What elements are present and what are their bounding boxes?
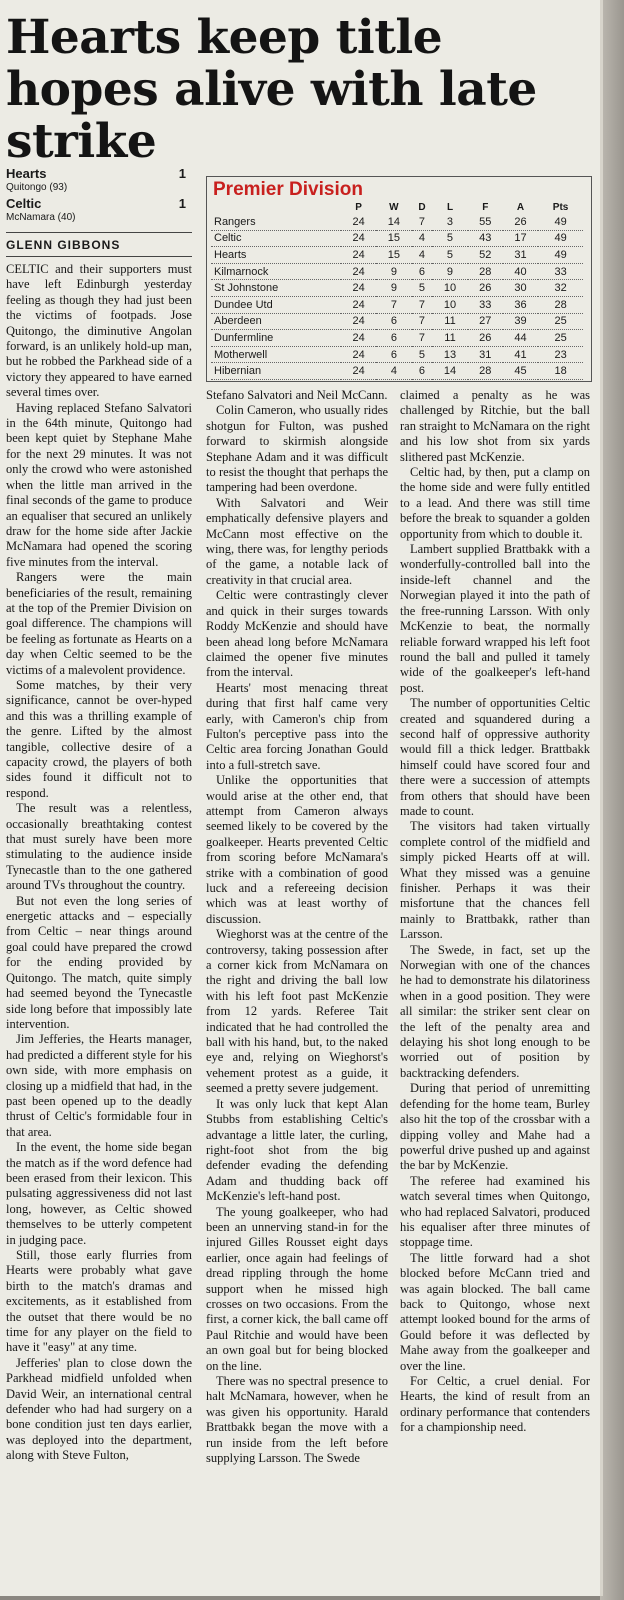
cell-w: 7: [376, 296, 411, 313]
cell-l: 13: [432, 346, 467, 363]
cell-f: 26: [468, 330, 503, 347]
league-table: [206, 176, 592, 382]
cell-p: 24: [341, 263, 376, 280]
header-f: F: [482, 202, 489, 213]
cell-a: 40: [503, 263, 538, 280]
away-team: Celtic: [6, 196, 42, 211]
cell-f: 31: [468, 346, 503, 363]
cell-f: 33: [468, 296, 503, 313]
table-row: [211, 363, 583, 380]
cell-w: 15: [376, 230, 411, 247]
article-paragraph: Rangers were the main beneficiaries of the result, remaining at the top of the Premier Division on goal difference. The champions will be feeling as fortunate as Hearts on a day when Celtic seemed to be the victims of a malevolent providence.: [6, 570, 192, 677]
article-paragraph: Still, those early flurries from Hearts were probably what gave birth to the match's dramas and excitements, as it established from the outset that there would be no time for any player on the field to have it "easy" at any time.: [6, 1248, 192, 1355]
article-paragraph: Jefferies' plan to close down the Parkhead midfield unfolded when David Weir, an international central defender who had had surgery on a bone condition just ten days earlier, was deployed into the department, along with Steve Fulton,: [6, 1355, 192, 1463]
cell-d: 5: [412, 280, 433, 297]
cell-p: 24: [341, 214, 376, 230]
article-paragraph: Unlike the opportunities that would arise at the other end, that attempt from Cameron always seemed likely to be covered by the goalkeeper. Hearts prevented Celtic from scoring before McNamara's strike with a combination of good luck and a refereeing decision which was at least worthy of discussion.: [206, 773, 388, 926]
away-goals: 1: [178, 196, 186, 211]
cell-f: 26: [468, 280, 503, 297]
cell-pts: 25: [538, 313, 583, 330]
article-paragraph: The referee had examined his watch several times when Quitongo, who had replaced Salvatori, produced his equaliser after three minutes of stoppage time.: [400, 1173, 590, 1250]
cell-f: 55: [468, 214, 503, 230]
cell-team: Rangers: [211, 214, 341, 230]
header-d: D: [418, 202, 426, 213]
article-paragraph: CELTIC and their supporters must have left Edinburgh yesterday feeling as though they had just been the victims of footpads. Jose Quitongo, the diminutive Angolan forward, is an unlikely hold-up man, but he robbed the Parkhead side of a victory they appeared to have earned several times over.: [6, 262, 192, 400]
cell-d: 6: [412, 263, 433, 280]
standings-table: [211, 201, 583, 380]
cell-f: 43: [468, 230, 503, 247]
cell-w: 9: [376, 263, 411, 280]
article-column-3: [400, 388, 590, 1436]
cell-p: 24: [341, 363, 376, 380]
table-body: [211, 214, 583, 379]
cell-l: 5: [432, 230, 467, 247]
cell-pts: 28: [538, 296, 583, 313]
article-paragraph: With Salvatori and Weir emphatically defensive players and McCann most effective on the wing, there was, for lengthy periods of the game, a notable lack of creativity in that crucial area.: [206, 495, 388, 587]
table-row: [211, 230, 583, 247]
cell-l: 3: [432, 214, 467, 230]
article-paragraph: The young goalkeeper, who had been an unnerving stand-in for the injured Gilles Rousset eight days earlier, once again had feelings of dread rippling through the home support when he missed high crosses on two occasions. From the first, a corner kick, the ball came off Paul Ritchie and would have been an own goal but for being blocked on the line.: [206, 1204, 388, 1373]
cell-team: Hearts: [211, 247, 341, 264]
cell-p: 24: [341, 230, 376, 247]
cell-l: 9: [432, 263, 467, 280]
cell-a: 30: [503, 280, 538, 297]
cell-w: 9: [376, 280, 411, 297]
article-paragraph: Colin Cameron, who usually rides shotgun for Fulton, was pushed forward to skirmish alongside Stephane Adam and it was difficult to resist the thought that perhaps the tampering had been overdone.: [206, 403, 388, 495]
cell-w: 14: [376, 214, 411, 230]
cell-pts: 49: [538, 247, 583, 264]
article-paragraph: Celtic had, by then, put a clamp on the home side and were fully entitled to a lead. And there was still time before the break to squander a golden opportunity from which to double it.: [400, 465, 590, 541]
article-paragraph: Celtic were contrastingly clever and quick in their surges towards Roddy McKenzie and should have been ahead long before McNamara claimed the opener five minutes from the interval.: [206, 588, 388, 680]
article-paragraph: Some matches, by their very significance, cannot be over-hyped and this was a thrilling example of the genre. Lifted by the almost tangible, collective desire of a capacity crowd, the players of both sides found it difficult not to respond.: [6, 677, 192, 800]
cell-team: Celtic: [211, 230, 341, 247]
table-row: [211, 263, 583, 280]
cell-l: 5: [432, 247, 467, 264]
cell-pts: 49: [538, 230, 583, 247]
cell-d: 7: [412, 296, 433, 313]
table-row: [211, 330, 583, 347]
cell-l: 14: [432, 363, 467, 380]
cell-f: 28: [468, 363, 503, 380]
cell-pts: 49: [538, 214, 583, 230]
cell-team: Hibernian: [211, 363, 341, 380]
cell-f: 28: [468, 263, 503, 280]
divider: [6, 256, 192, 257]
cell-d: 4: [412, 230, 433, 247]
article-paragraph: For Celtic, a cruel denial. For Hearts, the kind of result from an ordinary performance that contenders for a championship need.: [400, 1374, 590, 1435]
article-paragraph: It was only luck that kept Alan Stubbs from establishing Celtic's advantage a little later, the curling, right-foot shot from the big defender evading the defending Adam and thudding back off McKenzie's left-hand post.: [206, 1096, 388, 1204]
cell-d: 7: [412, 313, 433, 330]
cell-p: 24: [341, 346, 376, 363]
cell-p: 24: [341, 313, 376, 330]
header-l: L: [446, 202, 454, 213]
header-pts: Pts: [552, 202, 569, 213]
article-paragraph: The Swede, in fact, set up the Norwegian with one of the chances he had to demonstrate his dilatoriness when in a good position. They were all similar: the striker sent clear on the left of the penalty area and delaying his shot long enough to be worried out of position by backtracking defenders.: [400, 942, 590, 1080]
cell-w: 6: [376, 346, 411, 363]
cell-l: 10: [432, 280, 467, 297]
cell-a: 36: [503, 296, 538, 313]
byline: GLENN GIBBONS: [6, 238, 121, 252]
cell-w: 6: [376, 330, 411, 347]
cell-l: 11: [432, 330, 467, 347]
table-title: Premier Division: [213, 179, 363, 200]
header-a: A: [516, 202, 525, 213]
table-row: [211, 296, 583, 313]
article-paragraph: During that period of unremitting defending for the home team, Burley also hit the top of the crossbar with a dipping volley and Mahe had a powerful drive pushed up and against the bar by McKenzie.: [400, 1081, 590, 1173]
article-column-1: [6, 262, 192, 1464]
divider: [6, 232, 192, 233]
article-paragraph: Wieghorst was at the centre of the controversy, taking possession after a corner kick from McNamara on the right and driving the ball low with his left foot past McKenzie from 12 yards. Referee Tait indicated that he had controlled the ball with his hand, but, to the naked eye and, relying on Wieghorst's vehement protest as a guide, it seemed a pretty severe judgement.: [206, 927, 388, 1096]
cell-team: Dundee Utd: [211, 296, 341, 313]
cell-pts: 18: [538, 363, 583, 380]
cell-d: 4: [412, 247, 433, 264]
cell-a: 41: [503, 346, 538, 363]
cell-p: 24: [341, 296, 376, 313]
article-paragraph: But not even the long series of energetic attacks and – especially from Celtic – near things around goal could have prepared the crowd for the ending provided by Quitongo. The match, quite simply had seemed beyond the Tynecastle side long before that impossibly late intervention.: [6, 893, 192, 1031]
cell-d: 7: [412, 330, 433, 347]
cell-pts: 33: [538, 263, 583, 280]
cell-team: St Johnstone: [211, 280, 341, 297]
header-p: P: [355, 202, 362, 213]
cell-f: 27: [468, 313, 503, 330]
cell-p: 24: [341, 280, 376, 297]
article-paragraph: Lambert supplied Brattbakk with a wonderfully-controlled ball into the inside-left channel and the Norwegian played it into the path of the free-running Larsson. With only McKenzie to beat, the normally reliable forward wrapped his left foot round the ball and pulled it tamely wide of the goalkeeper's left-hand post.: [400, 542, 590, 695]
cell-a: 44: [503, 330, 538, 347]
cell-a: 45: [503, 363, 538, 380]
article-paragraph: Having replaced Stefano Salvatori in the 64th minute, Quitongo had been kept quiet by Stephane Mahe for the next 29 minutes. It was not only the crowd who were astonished when the little man arrived in the final seconds of the game to produce an equaliser that secured an unlikely draw for the home side after Jackie McNamara had opened the scoring five minutes from the interval.: [6, 400, 192, 569]
cell-pts: 23: [538, 346, 583, 363]
article-paragraph: Jim Jefferies, the Hearts manager, had predicted a different style for his own side, with more emphasis on closing up a midfield that had, in the past been opened up to the deadly thrust of Celtic's formidable four in that area.: [6, 1032, 192, 1139]
article-paragraph: In the event, the home side began the match as if the word defence had been erased from their lexicon. This pulsating aggressiveness did not last long, however, as Celtic showed themselves to be utterly competent in judging pace.: [6, 1140, 192, 1247]
header-w: W: [389, 202, 399, 213]
cell-l: 10: [432, 296, 467, 313]
home-scorer: Quitongo (93): [6, 182, 68, 193]
cell-team: Motherwell: [211, 346, 341, 363]
cell-team: Kilmarnock: [211, 263, 341, 280]
cell-d: 5: [412, 346, 433, 363]
article-paragraph: There was no spectral presence to halt McNamara, however, when he was given his opportunity. Harald Brattbakk began the move with a run inside from the left before supplying Larsson. The Swede: [206, 1374, 388, 1466]
article-paragraph: The number of opportunities Celtic created and squandered during a second half of oppressive authority would fill a thick ledger. Brattbakk himself could have scored four and there were a succession of attempts from others that should have been made to count.: [400, 696, 590, 818]
table-header-row: [211, 201, 583, 214]
page-edge: [600, 0, 624, 1600]
article-paragraph: claimed a penalty as he was challenged by Ritchie, but the ball ran straight to McNamara on the right and his low shot from six yards slithered past McKenzie.: [400, 388, 590, 464]
article-paragraph: Hearts' most menacing threat during that first half came very early, with Cameron's chip from Fulton's perceptive pass into the Celtic area forcing Jonathan Gould into a full-stretch save.: [206, 680, 388, 772]
cell-f: 52: [468, 247, 503, 264]
article-paragraph: The result was a relentless, occasionally breathtaking contest that must surely have been more stimulating to the audience inside Tynecastle than to the one gathered around TVs throughout the country.: [6, 801, 192, 893]
table-row: [211, 346, 583, 363]
cell-team: Dunfermline: [211, 330, 341, 347]
table-row: [211, 313, 583, 330]
header-team: [211, 201, 341, 214]
home-goals: 1: [178, 166, 186, 181]
cell-p: 24: [341, 247, 376, 264]
cell-a: 17: [503, 230, 538, 247]
home-team: Hearts: [6, 166, 47, 181]
cell-pts: 25: [538, 330, 583, 347]
cell-a: 26: [503, 214, 538, 230]
cell-w: 6: [376, 313, 411, 330]
cell-l: 11: [432, 313, 467, 330]
cell-team: Aberdeen: [211, 313, 341, 330]
table-row: [211, 280, 583, 297]
cell-d: 6: [412, 363, 433, 380]
cell-a: 39: [503, 313, 538, 330]
article-paragraph: The little forward had a shot blocked before McCann tried and was again blocked. The ball came back to Quitongo, whose next attempt looked bound for the arms of Gould before it was deflected by Mahe away from the goalkeeper and over the line.: [400, 1250, 590, 1373]
article-paragraph: Stefano Salvatori and Neil McCann.: [206, 388, 388, 402]
score-away: [6, 196, 186, 223]
cell-a: 31: [503, 247, 538, 264]
table-row: [211, 247, 583, 264]
article-column-2: [206, 388, 388, 1466]
article-paragraph: The visitors had taken virtually complete control of the midfield and simply picked Hearts off at will. What they missed was a genuine finisher. Perhaps it was their misfortune that the chances fell mainly to Brattbakk, rather than Larsson.: [400, 819, 590, 942]
table-row: [211, 214, 583, 230]
cell-d: 7: [412, 214, 433, 230]
cell-w: 4: [376, 363, 411, 380]
cell-w: 15: [376, 247, 411, 264]
away-scorer: McNamara (40): [6, 212, 76, 223]
score-home: [6, 166, 186, 193]
cell-p: 24: [341, 330, 376, 347]
cell-pts: 32: [538, 280, 583, 297]
headline: Hearts keep title hopes alive with late strike: [6, 10, 537, 169]
